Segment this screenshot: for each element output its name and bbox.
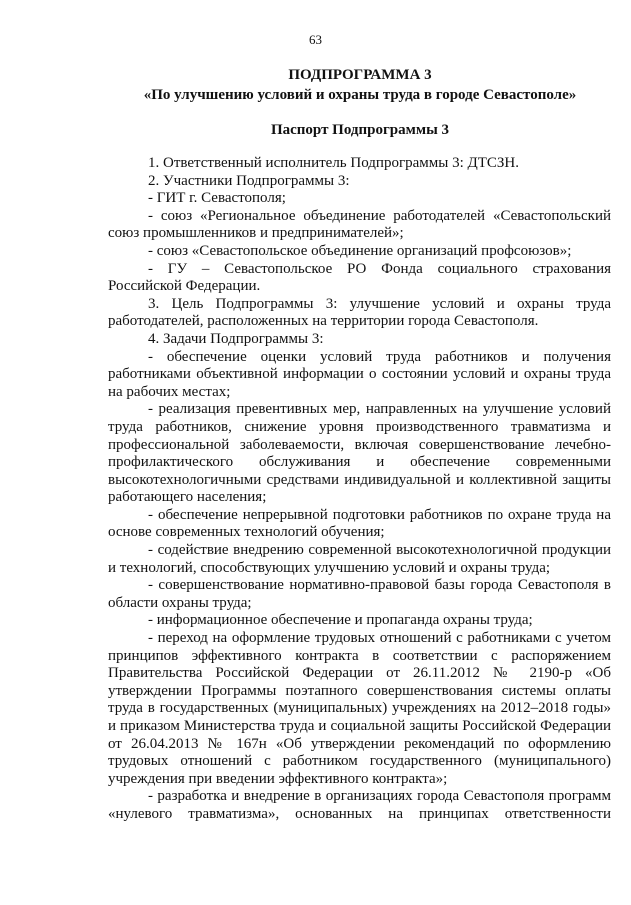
page-number: 63	[309, 32, 322, 47]
paragraph-task-information: - информационное обеспечение и пропаганда охраны труда;	[148, 612, 533, 629]
paragraph-goal: 3. Цель Подпрограммы 3: улучшение условий и охраны труда работодателей, расположенных на территории города Севастополя.	[108, 295, 611, 330]
paragraph-participant-git: - ГИТ г. Севастополя;	[148, 190, 286, 207]
paragraph-responsible-executor: 1. Ответственный исполнитель Подпрограммы 3: ДТСЗН.	[148, 155, 519, 171]
paragraph-task-preventive-measures: - реализация превентивных мер, направленных на улучшение условий труда работников, снижение уровня производственного травматизма и профессиональной заболеваемости, включая совершенствование лечебно-профилактического обслуживания и обеспечение современными высокотехнологичными средствами индивидуальной и коллективной защиты работающего населения;	[108, 401, 611, 506]
paragraph-task-assessment: - обеспечение оценки условий труда работников и получения работниками объективной информации о состоянии условий и охраны труда на рабочих местах;	[108, 348, 611, 400]
subprogram-title: ПОДПРОГРАММА 3	[288, 67, 432, 83]
paragraph-tasks-heading: 4. Задачи Подпрограммы 3:	[148, 330, 324, 347]
paragraph-participants-heading: 2. Участники Подпрограммы 3:	[148, 172, 350, 189]
paragraph-participant-employers-union: - союз «Региональное объединение работодателей «Севастопольский союз промышленников и предпринимателей»;	[108, 207, 611, 242]
paragraph-task-regulation: - совершенствование нормативно-правовой базы города Севастополя в области охраны труда;	[108, 577, 611, 611]
paragraph-task-training: - обеспечение непрерывной подготовки работников по охране труда на основе современных технологий обучения;	[108, 506, 611, 541]
paragraph-participant-social-insurance: - ГУ – Севастопольское РО Фонда социального страхования Российской Федерации.	[108, 260, 611, 295]
subprogram-header	[100, 65, 620, 105]
passport-body	[108, 155, 611, 824]
subprogram-subtitle: «По улучшению условий и охраны труда в городе Севастополе»	[143, 87, 577, 103]
paragraph-participant-trade-unions: - союз «Севастопольское объединение организаций профсоюзов»;	[148, 242, 572, 259]
paragraph-task-technology: - содействие внедрению современной высокотехнологичной продукции и технологий, способствующих улучшению условий и охраны труда;	[108, 542, 611, 576]
paragraph-task-zero-injury: - разработка и внедрение в организациях города Севастополя программ «нулевого травматизма», основанных на принципах ответственности	[108, 788, 611, 822]
paragraph-task-effective-contract: - переход на оформление трудовых отношений с работниками с учетом принципов эффективного контракта в соответствии с распоряжением Правительства Российской Федерации от 26.11.2012 № 2190-р «Об утверждении Программы поэтапного совершенствования системы оплаты труда в государственных (муниципальных) учреждениях на 2012–2018 годы» и приказом Министерства труда и социальной защиты Российской Федерации от 26.04.2013 № 167н «Об утверждении рекомендаций по оформлению трудовых отношений с работником государственного (муниципального) учреждения при введении эффективного контракта»;	[108, 630, 611, 787]
passport-title: Паспорт Подпрограммы 3	[270, 122, 450, 138]
